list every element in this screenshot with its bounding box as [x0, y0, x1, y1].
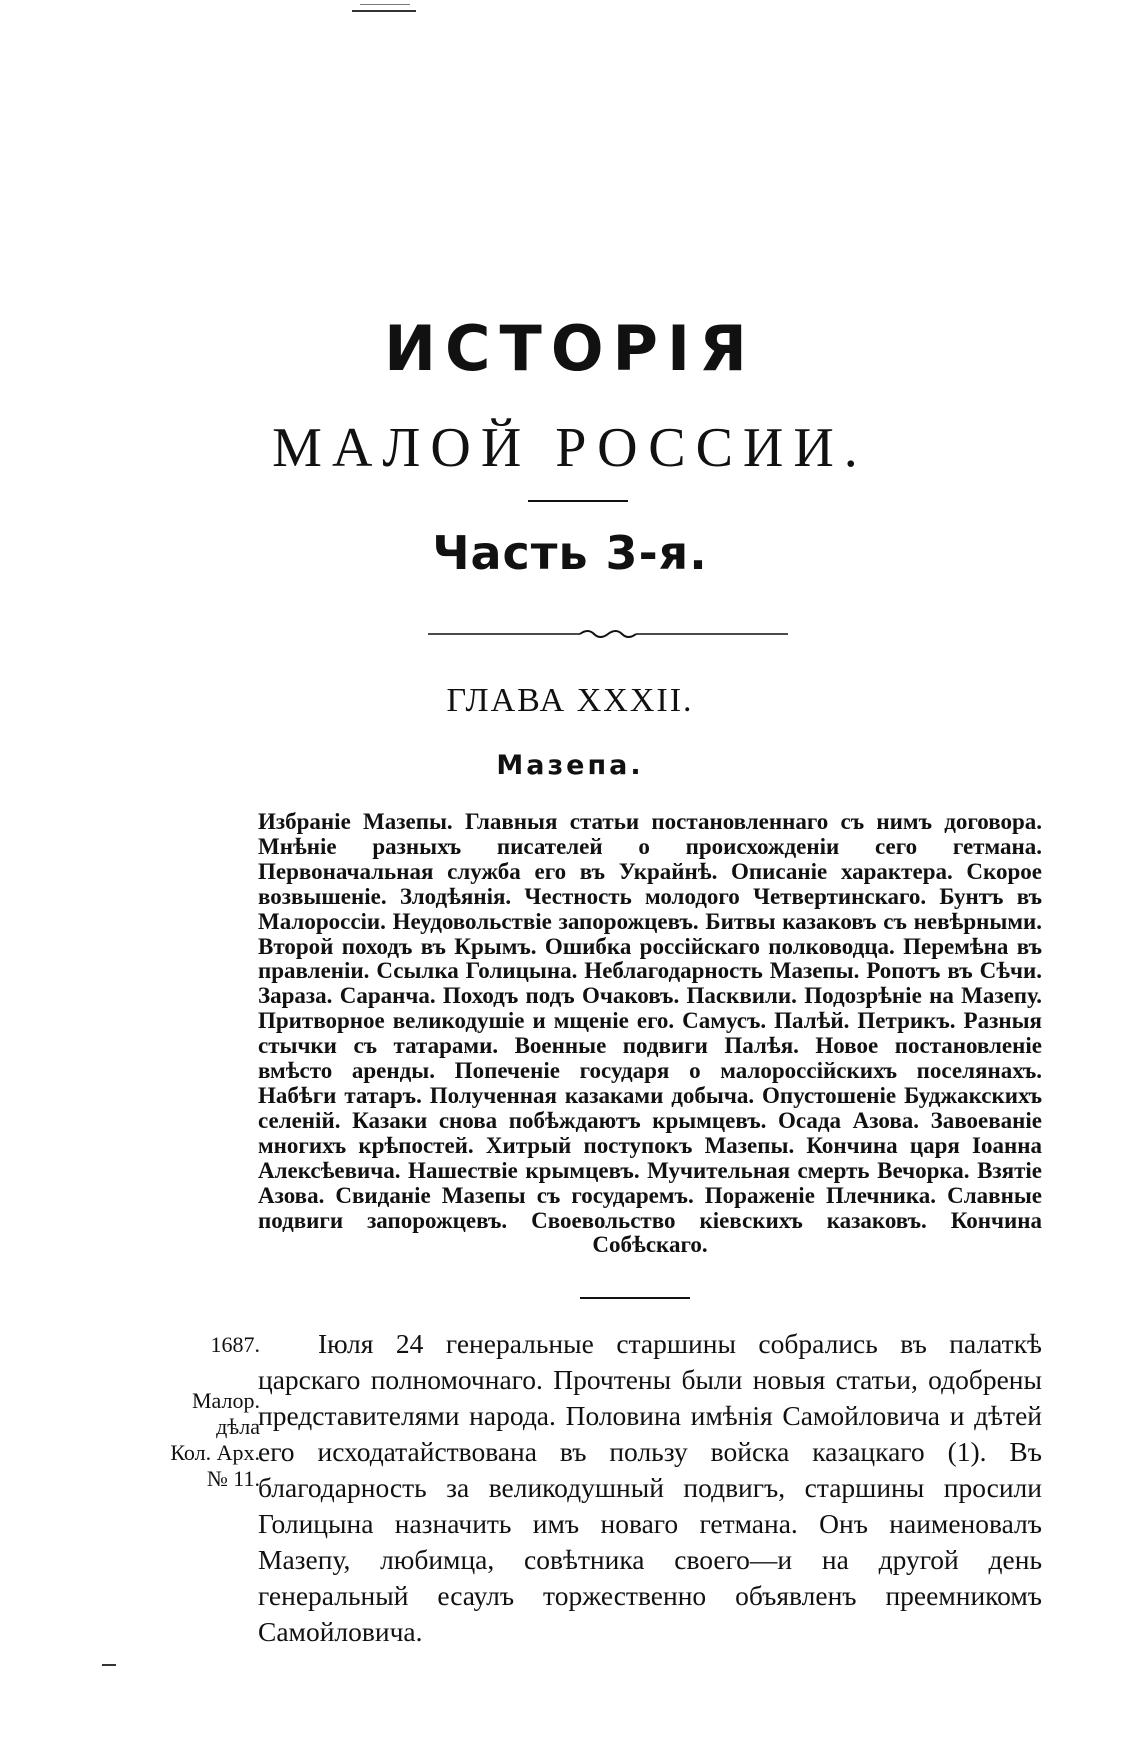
margin-source-line: Кол. Арх.: [170, 1440, 260, 1465]
chapter-title: Мазепа.: [496, 750, 644, 781]
margin-source-line: № 11.: [206, 1466, 260, 1491]
margin-source-line: Малор.: [192, 1388, 260, 1413]
section-divider: [580, 1297, 690, 1299]
ornament-divider: [428, 628, 788, 640]
main-text: [258, 1326, 1042, 1650]
margin-year: 1687.: [210, 1332, 260, 1357]
scan-artifact: [352, 10, 416, 12]
book-subtitle: МАЛОЙ РОССИИ.: [272, 417, 868, 479]
chapter-number: ГЛАВА XXXII.: [446, 682, 694, 719]
scan-artifact: [102, 1664, 116, 1666]
margin-source-line: дѣла: [216, 1414, 260, 1439]
title-divider: [528, 500, 628, 502]
margin-notes: [140, 1332, 260, 1492]
book-title: ИСТОРІЯ: [384, 312, 756, 385]
body-paragraph: Іюля 24 генеральные старшины собрались въ палаткѣ царскаго полномочнаго. Прочтены были новыя статьи, одобрены представителями народа. Половина имѣнія Самойловича и дѣтей его исходатайствована въ пользу войска казацкаго (1). Въ благодарность за великодушный подвигъ, старшины просили Голицына назначить имъ новаго гетмана. Онъ наименовалъ Мазепу, любимца, совѣтника своего—и на другой день генеральный есаулъ торжественно объявленъ преемникомъ Самойловича.: [258, 1328, 1042, 1647]
scan-artifact: [360, 4, 410, 5]
part-heading: Часть 3-я.: [432, 526, 708, 580]
chapter-summary: Избраніе Мазепы. Главныя статьи постановленнаго съ нимъ договора. Мнѣніе разныхъ писателей о происхожденіи сего гетмана. Первоначальная служба его въ Украйнѣ. Описаніе характера. Скорое возвышеніе. Злодѣянія. Честность молодого Четвертинскаго. Бунтъ въ Малороссіи. Неудовольствіе запорожцевъ. Битвы казаковъ съ невѣрными. Второй походъ въ Крымъ. Ошибка россійскаго полководца. Перемѣна въ правленіи. Ссылка Голицына. Неблагодарность Мазепы. Ропотъ въ Сѣчи. Зараза. Саранча. Походъ подъ Очаковъ. Пасквили. Подозрѣніе на Мазепу. Притворное великодушіе и мщеніе его. Самусъ. Палѣй. Петрикъ. Разныя стычки съ татарами. Военные подвиги Палѣя. Новое постановленіе вмѣсто аренды. Попеченіе государя о малороссійскихъ поселянахъ. Набѣги татаръ. Полученная казаками добыча. Опустошеніе Буджакскихъ селеній. Казаки снова побѣждаютъ крымцевъ. Осада Азова. Завоеваніе многихъ крѣпостей. Хитрый поступокъ Мазепы. Кончина царя Іоанна Алексѣевича. Нашествіе крымцевъ. Мучительная смерть Вечорка. Взятіе Азова. Свиданіе Мазепы съ государемъ. Пораженіе Плечника. Славные подвиги запорожцевъ. Своевольство кіевскихъ казаковъ. Кончина Собѣскаго.: [258, 809, 1042, 1258]
